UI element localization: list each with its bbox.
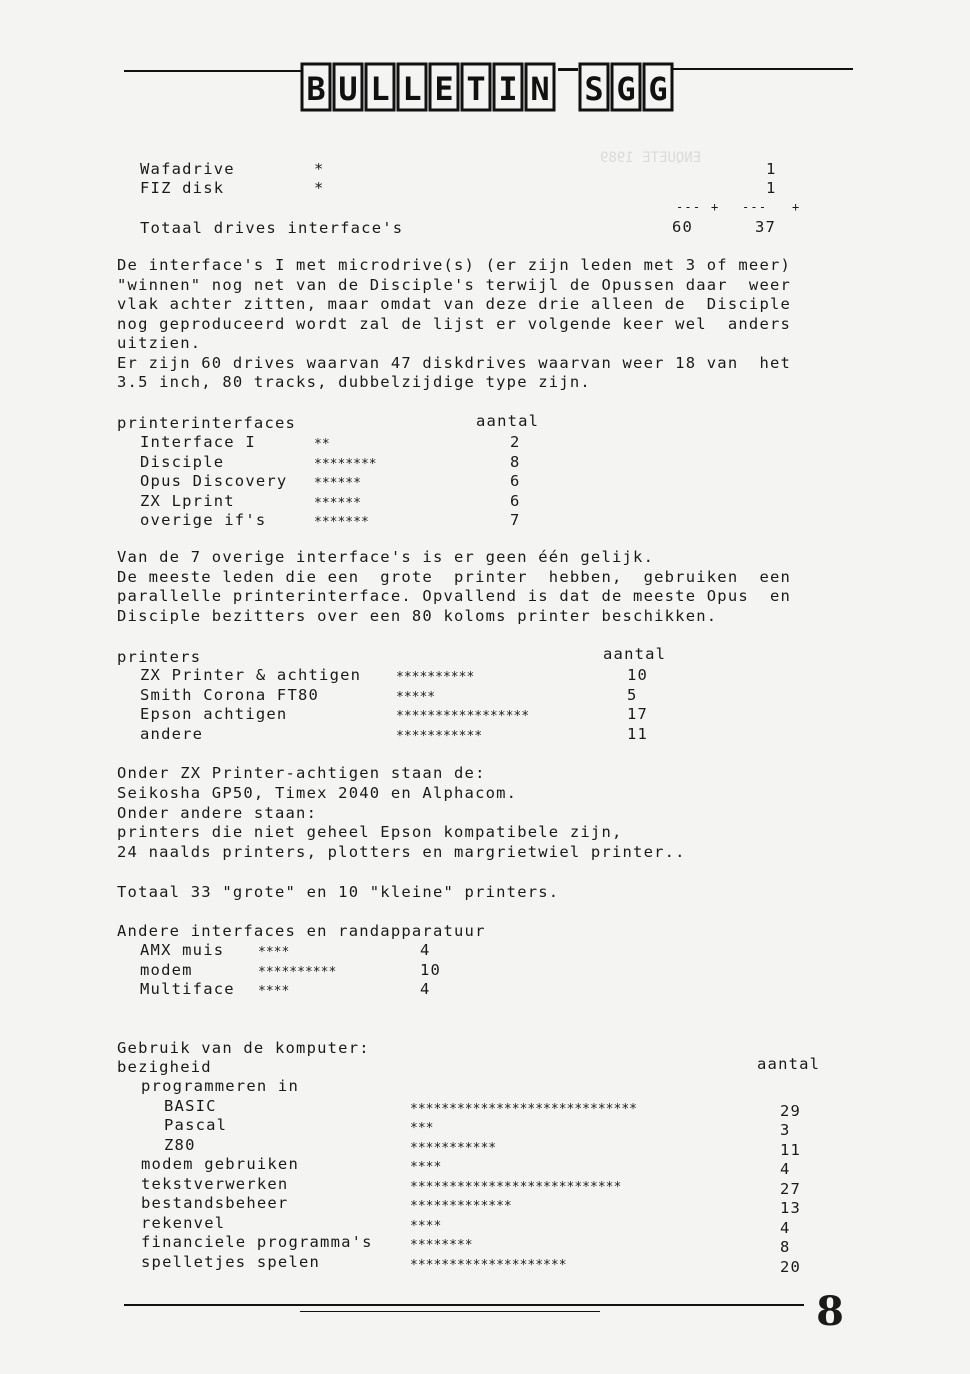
row-count: 7 bbox=[510, 511, 521, 529]
row-stars: **** bbox=[410, 1218, 442, 1234]
count-header: aantal bbox=[757, 1055, 821, 1073]
drive-label: FIZ disk bbox=[140, 179, 225, 197]
row-count: 5 bbox=[627, 685, 638, 704]
row-stars: *********** bbox=[410, 1140, 497, 1156]
total-a: 60 bbox=[672, 218, 694, 236]
row-label: Disciple bbox=[140, 452, 225, 471]
row-label: Multiface bbox=[140, 980, 235, 998]
text-line: nog geproduceerd wordt zal de lijst er volgende keer wel anders bbox=[117, 314, 792, 333]
text-line: Onder ZX Printer-achtigen staan de: bbox=[117, 764, 486, 782]
row-stars: **** bbox=[258, 984, 290, 999]
row-label: Interface I bbox=[140, 433, 256, 451]
total-b: 37 bbox=[755, 218, 777, 236]
row-count: 27 bbox=[780, 1179, 802, 1198]
row-stars: *** bbox=[410, 1121, 434, 1136]
row-count: 10 bbox=[420, 960, 442, 979]
logo-letter: L bbox=[370, 70, 390, 108]
logo-letter: B bbox=[306, 70, 326, 108]
row-count: 11 bbox=[627, 724, 649, 743]
section-title: printers bbox=[117, 648, 202, 666]
row-label: AMX muis bbox=[140, 941, 225, 959]
page-number: 8 bbox=[816, 1288, 844, 1335]
row-label: overige if's bbox=[140, 511, 267, 529]
row-stars: ************* bbox=[410, 1199, 512, 1214]
drive-count: 1 bbox=[766, 160, 777, 178]
text-line: printers die niet geheel Epson kompatibele zijn, bbox=[117, 823, 623, 842]
text-line: Er zijn 60 drives waarvan 47 diskdrives waarvan weer 18 van het bbox=[117, 353, 792, 372]
logo-letter: I bbox=[498, 70, 518, 108]
count-header: aantal bbox=[476, 412, 540, 430]
row-stars: ****** bbox=[314, 495, 361, 511]
drive-mark: * bbox=[314, 160, 325, 178]
row-label: Z80 bbox=[164, 1135, 196, 1154]
row-label: ZX Lprint bbox=[140, 491, 235, 510]
row-stars: ********** bbox=[396, 670, 475, 685]
bulletin-sgg-logo bbox=[300, 62, 668, 114]
text-line: 3.5 inch, 80 tracks, dubbelzijdige type zijn. bbox=[117, 373, 591, 391]
count-header: aantal bbox=[603, 645, 667, 663]
logo-letter: E bbox=[434, 70, 454, 108]
sum-plus: + bbox=[711, 200, 720, 214]
text-line: De meeste leden die een grote printer hebben, gebruiken een bbox=[117, 567, 792, 586]
row-count: 8 bbox=[780, 1238, 791, 1256]
text-line: "winnen" nog net van de Disciple's terwijl de Opussen daar weer bbox=[117, 275, 792, 294]
drive-count: 1 bbox=[766, 179, 777, 197]
row-label: modem gebruiken bbox=[141, 1155, 299, 1173]
text-line: vlak achter zitten, maar omdat van deze drie alleen de Disciple bbox=[117, 295, 792, 313]
row-label: rekenvel bbox=[141, 1213, 226, 1232]
text-line: Seikosha GP50, Timex 2040 en Alphacom. bbox=[117, 783, 518, 802]
row-count: 6 bbox=[510, 472, 521, 490]
section-title: Gebruik van de komputer: bbox=[117, 1039, 370, 1057]
row-count: 4 bbox=[420, 980, 431, 998]
logo-separator bbox=[558, 68, 578, 71]
row-label: tekstverwerken bbox=[141, 1174, 289, 1193]
row-count: 17 bbox=[627, 705, 649, 723]
text-line: Disciple bezitters over een 80 koloms printer beschikken. bbox=[117, 606, 718, 625]
row-count: 20 bbox=[780, 1257, 802, 1276]
row-count: 4 bbox=[420, 941, 431, 959]
logo-letter: L bbox=[402, 70, 422, 108]
row-label: BASIC bbox=[164, 1096, 217, 1115]
row-stars: ******************** bbox=[410, 1257, 567, 1273]
row-count: 10 bbox=[627, 666, 649, 684]
row-stars: ***** bbox=[396, 689, 436, 705]
row-count: 6 bbox=[510, 491, 521, 510]
bleed-through: ENQUETE 1989 bbox=[600, 150, 702, 166]
text-line: parallelle printerinterface. Opvallend is dat de meeste Opus en bbox=[117, 587, 792, 605]
section-title: printerinterfaces bbox=[117, 414, 297, 432]
header-rule-right bbox=[650, 68, 853, 70]
row-count: 8 bbox=[510, 452, 521, 471]
logo-letter: G bbox=[616, 70, 636, 108]
row-stars: *************************** bbox=[410, 1179, 622, 1195]
row-stars: ********** bbox=[258, 964, 337, 980]
row-label: Epson achtigen bbox=[140, 705, 288, 723]
row-label: bestandsbeheer bbox=[141, 1194, 289, 1212]
row-label: programmeren in bbox=[141, 1077, 299, 1095]
row-count: 4 bbox=[780, 1160, 791, 1178]
logo-letter: N bbox=[530, 70, 550, 108]
row-label: ZX Printer & achtigen bbox=[140, 666, 362, 684]
text-line: Onder andere staan: bbox=[117, 803, 318, 822]
row-count: 29 bbox=[780, 1101, 802, 1120]
row-stars: *********** bbox=[396, 728, 483, 744]
row-stars: ***************************** bbox=[410, 1101, 637, 1117]
text-line: 24 naalds printers, plotters en margrietwiel printer.. bbox=[117, 843, 686, 862]
footer-rule-thin bbox=[300, 1311, 600, 1312]
row-count: 2 bbox=[510, 433, 521, 451]
sum-line: --- bbox=[742, 200, 768, 214]
drive-label: Wafadrive bbox=[140, 160, 235, 178]
row-stars: ******** bbox=[410, 1238, 473, 1253]
logo-letter: U bbox=[338, 70, 358, 108]
row-stars: ******** bbox=[314, 456, 377, 472]
drive-mark: * bbox=[314, 179, 325, 197]
row-label: modem bbox=[140, 960, 193, 979]
text-line: Totaal 33 "grote" en 10 "kleine" printers. bbox=[117, 882, 560, 901]
total-label: Totaal drives interface's bbox=[140, 219, 404, 237]
section-subtitle: bezigheid bbox=[117, 1058, 212, 1076]
row-stars: **** bbox=[258, 945, 290, 960]
text-line: De interface's I met microdrive(s) (er zijn leden met 3 of meer) bbox=[117, 256, 792, 274]
row-count: 11 bbox=[780, 1140, 802, 1159]
sum-plus: + bbox=[792, 200, 801, 214]
row-count: 4 bbox=[780, 1218, 791, 1237]
header-rule-left bbox=[124, 70, 302, 72]
footer-rule bbox=[124, 1304, 804, 1306]
row-label: financiele programma's bbox=[141, 1233, 373, 1251]
row-label: Opus Discovery bbox=[140, 472, 288, 490]
row-label: andere bbox=[140, 724, 204, 743]
row-stars: ****** bbox=[314, 476, 361, 491]
text-line: uitzien. bbox=[117, 334, 202, 352]
section-title: Andere interfaces en randapparatuur bbox=[117, 922, 486, 940]
logo-letter: S bbox=[584, 70, 604, 108]
logo-letter: T bbox=[466, 70, 486, 108]
row-count: 13 bbox=[780, 1199, 802, 1217]
row-label: Pascal bbox=[164, 1116, 228, 1134]
row-label: spelletjes spelen bbox=[141, 1252, 321, 1271]
row-stars: ** bbox=[314, 437, 330, 452]
row-stars: ******* bbox=[314, 515, 369, 530]
text-line: Van de 7 overige interface's is er geen één gelijk. bbox=[117, 548, 655, 566]
row-stars: ***************** bbox=[396, 709, 530, 724]
row-label: Smith Corona FT80 bbox=[140, 685, 320, 704]
row-stars: **** bbox=[410, 1160, 442, 1175]
sum-line: --- bbox=[676, 200, 702, 214]
row-count: 3 bbox=[780, 1121, 791, 1139]
logo-letter: G bbox=[648, 70, 668, 108]
